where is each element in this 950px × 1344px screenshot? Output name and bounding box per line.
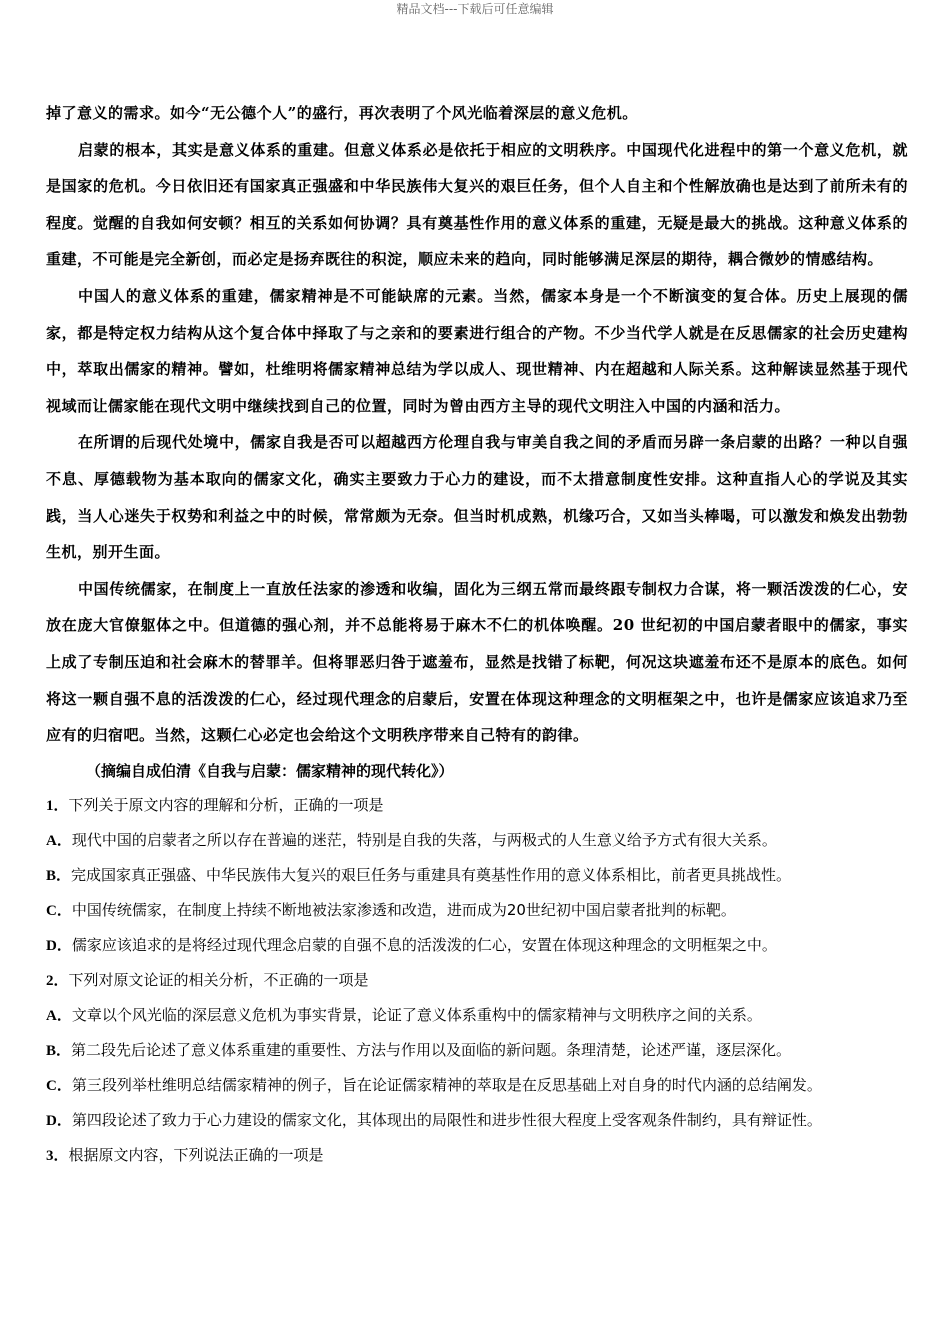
- option-letter: D．: [46, 1112, 72, 1129]
- question-number: 2．: [46, 972, 69, 989]
- question-number: 1．: [46, 797, 69, 814]
- document-body: [46, 95, 908, 1173]
- option-letter: D．: [46, 937, 72, 954]
- answer-option: [46, 928, 908, 963]
- option-text: 儒家应该追求的是将经过现代理念启蒙的自强不息的活泼泼的仁心，安置在体现这种理念的文明框架之中。: [71, 935, 777, 954]
- option-text: 完成国家真正强盛、中华民族伟大复兴的艰巨任务与重建具有奠基性作用的意义体系相比，前者更具挑战性。: [71, 865, 792, 884]
- question-1: [46, 788, 908, 963]
- question-text: 下列关于原文内容的理解和分析，正确的一项是: [68, 795, 384, 814]
- option-letter: C．: [46, 1077, 72, 1094]
- option-text: 现代中国的启蒙者之所以存在普遍的迷茫，特别是自我的失落，与两极式的人生意义给予方式有很大关系。: [71, 830, 777, 849]
- option-text: 第三段列举杜维明总结儒家精神的例子，旨在论证儒家精神的萃取是在反思基础上对自身的时代内涵的总结阐发。: [71, 1075, 822, 1094]
- question-stem: [46, 963, 908, 998]
- option-letter: B．: [46, 1042, 72, 1059]
- answer-option: [46, 823, 908, 858]
- answer-option: [46, 858, 908, 893]
- question-text: 下列对原文论证的相关分析，不正确的一项是: [68, 970, 369, 989]
- question-2: [46, 963, 908, 1138]
- question-3: [46, 1138, 908, 1173]
- answer-option: [46, 1068, 908, 1103]
- passage-paragraph: 启蒙的根本，其实是意义体系的重建。但意义体系必是依托于相应的文明秩序。中国现代化进程中的第一个意义危机，就是国家的危机。今日依旧还有国家真正强盛和中华民族伟大复兴的艰巨任务，但个人自主和个性解放确也是达到了前所未有的程度。觉醒的自我如何安顿？相互的关系如何协调？具有奠基性作用的意义体系的重建，无疑是最大的挑战。这种意义体系的重建，不可能是完全新创，而必定是扬弃既往的积淀，顺应未来的趋向，同时能够满足深层的期待，耦合微妙的情感结构。: [46, 140, 908, 269]
- option-text: 文章以个风光临的深层意义危机为事实背景，论证了意义体系重构中的儒家精神与文明秩序之间的关系。: [71, 1005, 762, 1024]
- question-text: 根据原文内容，下列说法正确的一项是: [68, 1145, 324, 1164]
- passage-source: （摘编自成伯清《自我与启蒙：儒家精神的现代转化》）: [86, 761, 454, 780]
- answer-option: [46, 893, 908, 928]
- question-stem: [46, 788, 908, 823]
- option-text: 第四段论述了致力于心力建设的儒家文化，其体现出的局限性和进步性很大程度上受客观条件制约，具有辩证性。: [71, 1110, 822, 1129]
- passage-paragraph: 掉了意义的需求。如今“无公德个人”的盛行，再次表明了个风光临着深层的意义危机。: [46, 104, 638, 122]
- passage-paragraph: 中国人的意义体系的重建，儒家精神是不可能缺席的元素。当然，儒家本身是一个不断演变的复合体。历史上展现的儒家，都是特定权力结构从这个复合体中择取了与之亲和的要素进行组合的产物。不少当代学人就是在反思儒家的社会历史建构中，萃取出儒家的精神。譬如，杜维明将儒家精神总结为学以成人、现世精神、内在超越和人际关系。这种解读显然基于现代视域而让儒家能在现代文明中继续找到自己的位置，同时为曾由西方主导的现代文明注入中国的内涵和活力。: [46, 286, 908, 415]
- passage-paragraph: 中国传统儒家，在制度上一直放任法家的渗透和收编，固化为三纲五常而最终跟专制权力合谋，将一颗活泼泼的仁心，安放在庞大官僚躯体之中。但道德的强心剂，并不总能将易于麻木不仁的机体唤醒。20 世纪初的中国启蒙者眼中的儒家，事实上成了专制压迫和社会麻木的替罪羊。但将罪恶归咎于遮羞布，显然是找错了标靶，何况这块遮羞布还不是原本的底色。如何将这一颗自强不息的活泼泼的仁心，经过现代理念的启蒙后，安置在体现这种理念的文明框架之中，也许是儒家应该追求乃至应有的归宿吧。当然，这颗仁心必定也会给这个文明秩序带来自己特有的韵律。: [46, 579, 908, 745]
- answer-option: [46, 1103, 908, 1138]
- header-watermark: 精品文档---下载后可任意编辑: [396, 2, 554, 16]
- option-text: 中国传统儒家，在制度上持续不断地被法家渗透和改造，进而成为20世纪初中国启蒙者批判的标靶。: [71, 900, 736, 919]
- option-text: 第二段先后论述了意义体系重建的重要性、方法与作用以及面临的新问题。条理清楚，论述严谨，逐层深化。: [71, 1040, 792, 1059]
- option-letter: A．: [46, 1007, 72, 1024]
- answer-option: [46, 998, 908, 1033]
- question-number: 3．: [46, 1147, 69, 1164]
- answer-option: [46, 1033, 908, 1068]
- question-stem: [46, 1138, 908, 1173]
- option-letter: B．: [46, 867, 72, 884]
- option-letter: A．: [46, 832, 72, 849]
- passage-paragraph: 在所谓的后现代处境中，儒家自我是否可以超越西方伦理自我与审美自我之间的矛盾而另辟一条启蒙的出路？一种以自强不息、厚德载物为基本取向的儒家文化，确实主要致力于心力的建设，而不太措意制度性安排。这种直指人心的学说及其实践，当人心迷失于权势和利益之中的时候，常常颇为无奈。但当时机成熟，机缘巧合，又如当头棒喝，可以激发和焕发出勃勃生机，别开生面。: [46, 433, 908, 562]
- option-letter: C．: [46, 902, 72, 919]
